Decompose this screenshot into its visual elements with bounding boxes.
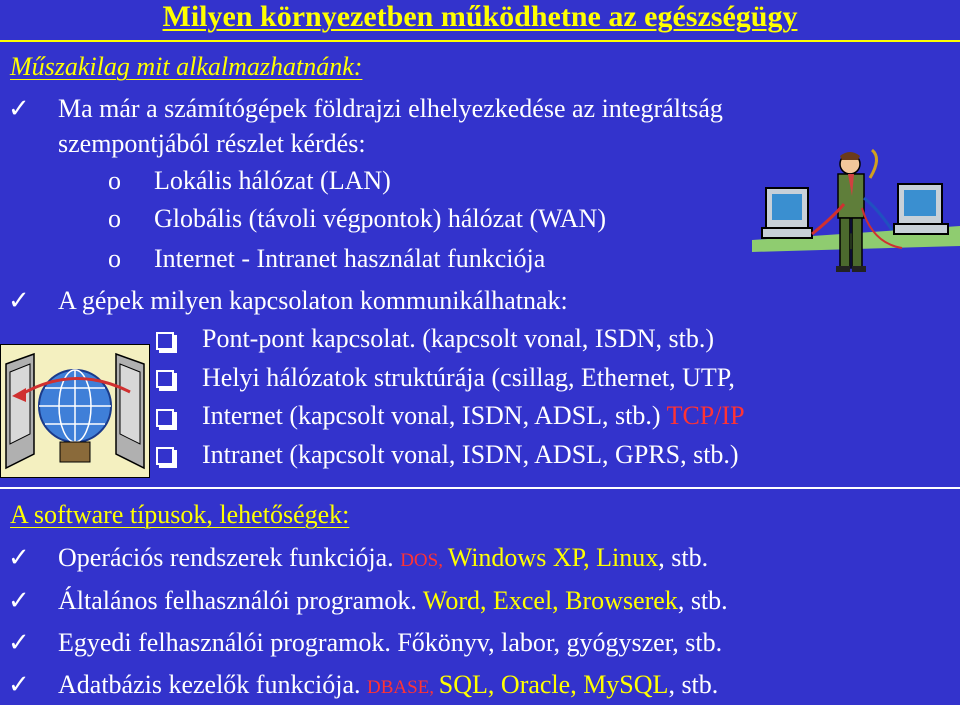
sub-item-internet: Internet - Intranet használat funkciója [154, 244, 546, 273]
box-item-internet: Internet (kapcsolt vonal, ISDN, ADSL, stb.) TCP/IP [202, 401, 745, 430]
check-icon: ✓ [8, 286, 30, 316]
tcpip-label: TCP/IP [666, 401, 745, 430]
box-item-pont: Pont-pont kapcsolat. (kapcsolt vonal, ISDN, stb.) [202, 324, 714, 353]
software-item-os: Operációs rendszerek funkciója. DOS, Windows XP, Linux, stb. [58, 543, 709, 572]
check-icon: ✓ [8, 543, 30, 573]
box-item-intranet: Intranet (kapcsolt vonal, ISDN, ADSL, GPRS, stb.) [202, 440, 739, 469]
box-item-helyi: Helyi hálózatok struktúrája (csillag, Ethernet, UTP, [202, 363, 735, 392]
item2-text: A gépek milyen kapcsolaton kommunikálhatnak: [58, 286, 568, 315]
software-item-general: Általános felhasználói programok. Word, Excel, Browserek, stb. [58, 586, 728, 615]
check-icon: ✓ [8, 94, 30, 124]
item1-line1: Ma már a számítógépek földrajzi elhelyezkedése az integráltság [58, 94, 723, 123]
checkbox-icon [156, 370, 174, 388]
software-item-db: Adatbázis kezelők funkciója. DBASE, SQL, Oracle, MySQL, stb. [58, 670, 719, 699]
sub-item-lan: Lokális hálózat (LAN) [154, 166, 391, 195]
title-divider [0, 40, 960, 42]
network-man-clipart [752, 148, 960, 288]
check-icon: ✓ [8, 670, 30, 700]
sub-bullet: o [108, 204, 121, 233]
sub-bullet: o [108, 166, 121, 195]
section-divider [0, 487, 960, 489]
checkbox-icon [156, 332, 174, 350]
check-icon: ✓ [8, 586, 30, 616]
checkbox-icon [156, 409, 174, 427]
checkbox-icon [156, 447, 174, 465]
check-icon: ✓ [8, 628, 30, 658]
sub-item-wan: Globális (távoli végpontok) hálózat (WAN) [154, 204, 606, 233]
section1-heading: Műszakilag mit alkalmazhatnánk: [10, 52, 363, 81]
sub-bullet: o [108, 244, 121, 273]
section2-heading: A software típusok, lehetőségek: [10, 500, 350, 529]
slide-title: Milyen környezetben működhetne az egészségügy [162, 0, 798, 33]
software-item-custom: Egyedi felhasználói programok. Főkönyv, labor, gyógyszer, stb. [58, 628, 723, 657]
globe-network-clipart [0, 344, 150, 478]
item1-line2: szempontjából részlet kérdés: [58, 129, 366, 158]
